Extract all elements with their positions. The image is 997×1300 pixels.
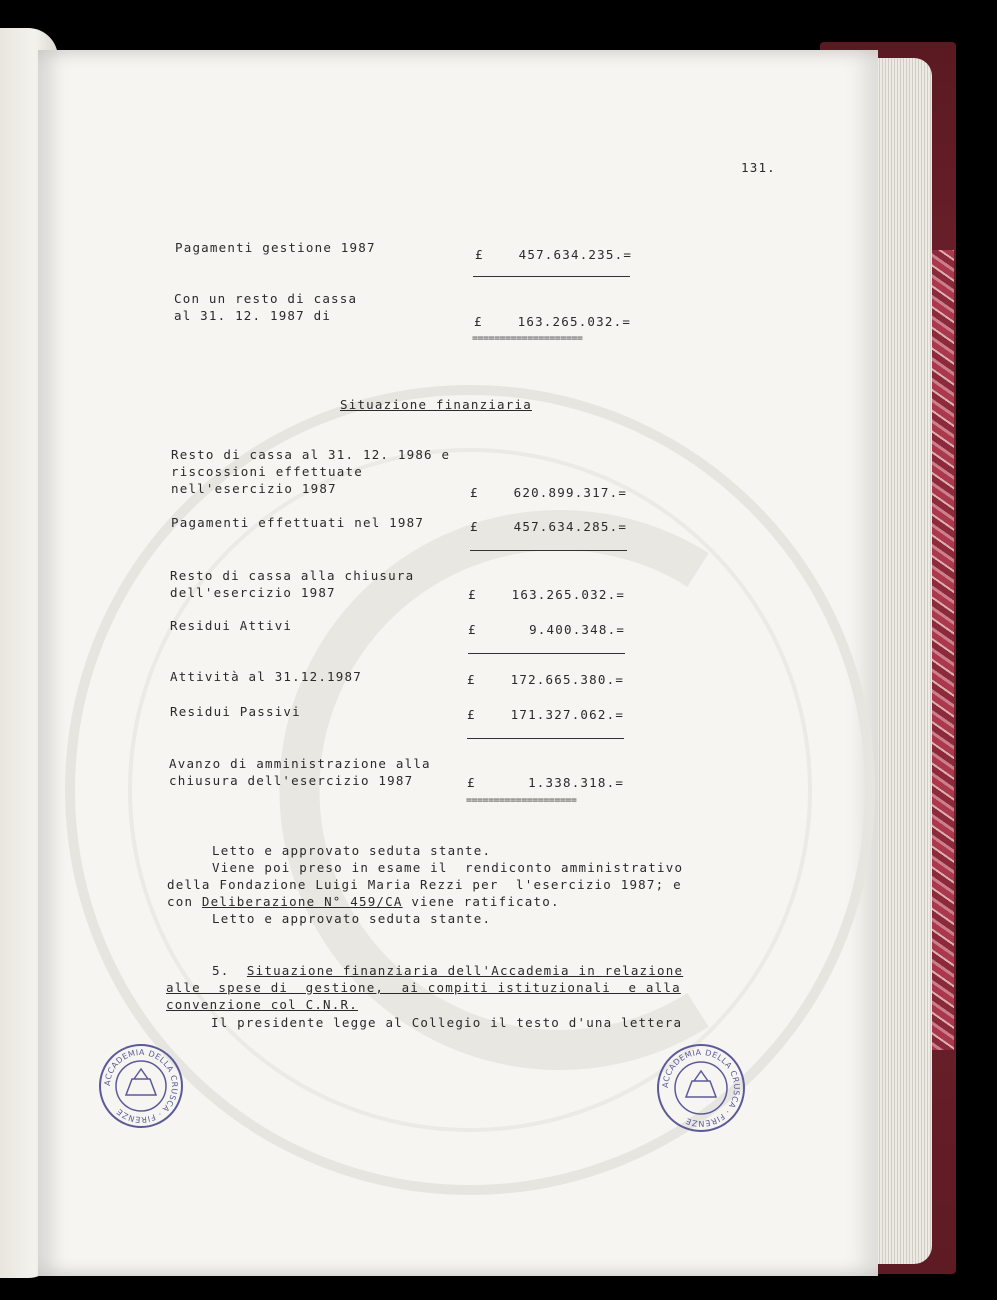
deliberazione-reference: Deliberazione N° 459/CA [201,894,403,909]
double-rule: ==================== [466,795,577,806]
row-line: Avanzo di amministrazione alla [169,756,431,771]
stamp-text: ACCADEMIA DELLA CRUSCA · FIRENZE [102,1047,180,1125]
row-line: dell'esercizio 1987 [170,585,336,600]
paragraph-line: Letto e approvato seduta stante. [212,911,492,926]
item-number: 5. [212,963,230,978]
svg-text:ACCADEMIA DELLA CRUSCA · FIREN [103,1048,179,1124]
stamp-text: ACCADEMIA DELLA CRUSCA · FIRENZE [660,1047,742,1129]
resto-label-line2: al 31. 12. 1987 di [174,308,332,323]
row-line: Pagamenti effettuati nel 1987 [171,515,425,530]
paragraph-line: della Fondazione Luigi Maria Rezzi per l'esercizio 1987; e [167,877,682,892]
item5-body-line: Il presidente legge al Collegio il testo d'una lettera [211,1015,683,1030]
rule-line [468,653,625,654]
row-amount: £ 1.338.318.= [467,775,625,790]
row-amount: £ 620.899.317.= [470,485,628,500]
row-line: Resto di cassa al 31. 12. 1986 e [171,447,451,462]
row-line: chiusura dell'esercizio 1987 [169,773,414,788]
svg-text:ACCADEMIA DELLA CRUSCA · FIREN [661,1048,741,1128]
row-amount: £ 457.634.285.= [470,519,628,534]
pagamenti-amount: £ 457.634.235.= [475,247,633,262]
paragraph-text: con [167,894,202,909]
page-number: 131. [741,160,776,175]
paragraph-text: viene ratificato. [402,894,560,909]
row-amount: £ 163.265.032.= [468,587,626,602]
row-amount: £ 172.665.380.= [467,672,625,687]
rule-line [473,276,630,277]
row-line: Attività al 31.12.1987 [170,669,362,684]
item5-title-line2: alle spese di gestione, ai compiti istituzionali e alla [166,980,681,995]
paragraph-line: Letto e approvato seduta stante. [212,843,492,858]
right-stamp [656,1043,746,1133]
row-line: Residui Passivi [170,704,301,719]
pagamenti-label: Pagamenti gestione 1987 [175,240,376,255]
item5-title: Situazione finanziaria dell'Accademia in relazione [246,963,684,978]
row-amount: £ 9.400.348.= [468,622,626,637]
paragraph-line-deliberazione [167,894,560,910]
section-title: Situazione finanziaria [340,397,532,412]
item5-first-line [212,963,683,979]
row-amount: £ 171.327.062.= [467,707,625,722]
row-line: nell'esercizio 1987 [171,481,337,496]
left-stamp [98,1043,184,1129]
row-line: riscossioni effettuate [171,464,363,479]
item5-title-line3: convenzione col C.N.R. [166,997,358,1012]
rule-line [470,550,627,551]
row-line: Resto di cassa alla chiusura [170,568,415,583]
resto-label-line1: Con un resto di cassa [174,291,358,306]
row-line: Residui Attivi [170,618,293,633]
double-rule: ==================== [472,333,583,344]
paragraph-line: Viene poi preso in esame il rendiconto amministrativo [212,860,684,875]
resto-amount: £ 163.265.032.= [474,314,632,329]
rule-line [467,738,624,739]
